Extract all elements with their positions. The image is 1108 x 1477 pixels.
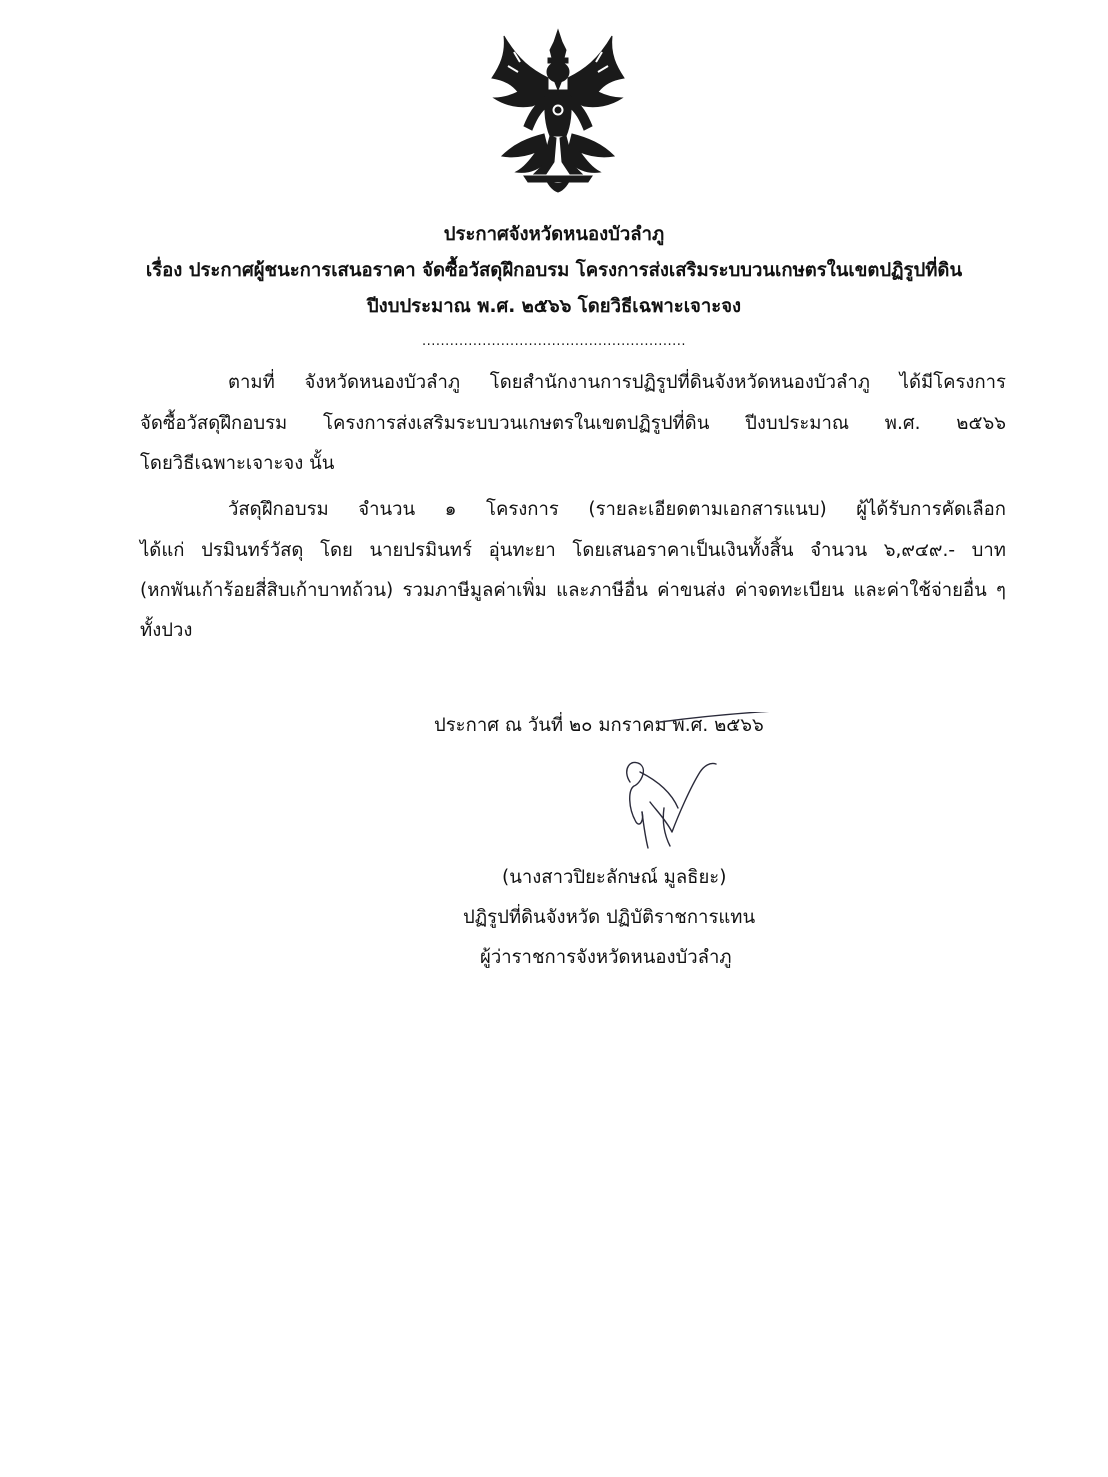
garuda-emblem-icon — [484, 26, 632, 194]
handwritten-signature — [600, 712, 890, 862]
paragraph-2-line-1: วัสดุฝึกอบรม จำนวน ๑ โครงการ (รายละเอียดตามเอกสารแนบ) ผู้ได้รับการคัดเลือก — [228, 499, 1006, 520]
paragraph-1-line-1: ตามที่ จังหวัดหนองบัวลำภู โดยสำนักงานการปฏิรูปที่ดินจังหวัดหนองบัวลำภู ได้มีโครงการ — [228, 372, 1006, 393]
signatory-position: ปฏิรูปที่ดินจังหวัด ปฏิบัติราชการแทน — [463, 907, 756, 928]
announcement-date: ประกาศ ณ วันที่ ๒๐ มกราคม พ.ศ. ๒๕๖๖ — [434, 715, 764, 736]
separator-line: ......................................................... — [421, 334, 687, 349]
paragraph-1-line-3: โดยวิธีเฉพาะเจาะจง นั้น — [140, 453, 335, 474]
paragraph-2-line-2: ได้แก่ ปรมินทร์วัสดุ โดย นายปรมินทร์ อุ่นทะยา โดยเสนอราคาเป็นเงินทั้งสิ้น จำนวน ๖,๙๔๙.- บาท — [140, 540, 1006, 561]
announcement-subject: เรื่อง ประกาศผู้ชนะการเสนอราคา จัดซื้อวัสดุฝึกอบรม โครงการส่งเสริมระบบวนเกษตรในเขตปฏิรูปที่ดิน — [145, 260, 963, 281]
announcement-subject-continued: ปีงบประมาณ พ.ศ. ๒๕๖๖ โดยวิธีเฉพาะเจาะจง — [366, 296, 742, 317]
announcement-title: ประกาศจังหวัดหนองบัวลำภู — [443, 224, 665, 245]
signatory-acting-for: ผู้ว่าราชการจังหวัดหนองบัวลำภู — [480, 947, 732, 968]
signatory-name: (นางสาวปิยะลักษณ์ มูลธิยะ) — [502, 867, 727, 888]
paragraph-2-line-3: (หกพันเก้าร้อยสี่สิบเก้าบาทถ้วน) รวมภาษีมูลค่าเพิ่ม และภาษีอื่น ค่าขนส่ง ค่าจดทะเบียน และค่าใช้จ่ายอื่น ๆ — [140, 580, 1006, 601]
paragraph-2-line-4: ทั้งปวง — [140, 620, 193, 641]
paragraph-1-line-2: จัดซื้อวัสดุฝึกอบรม โครงการส่งเสริมระบบวนเกษตรในเขตปฏิรูปที่ดิน ปีงบประมาณ พ.ศ. ๒๕๖๖ — [140, 413, 1006, 434]
